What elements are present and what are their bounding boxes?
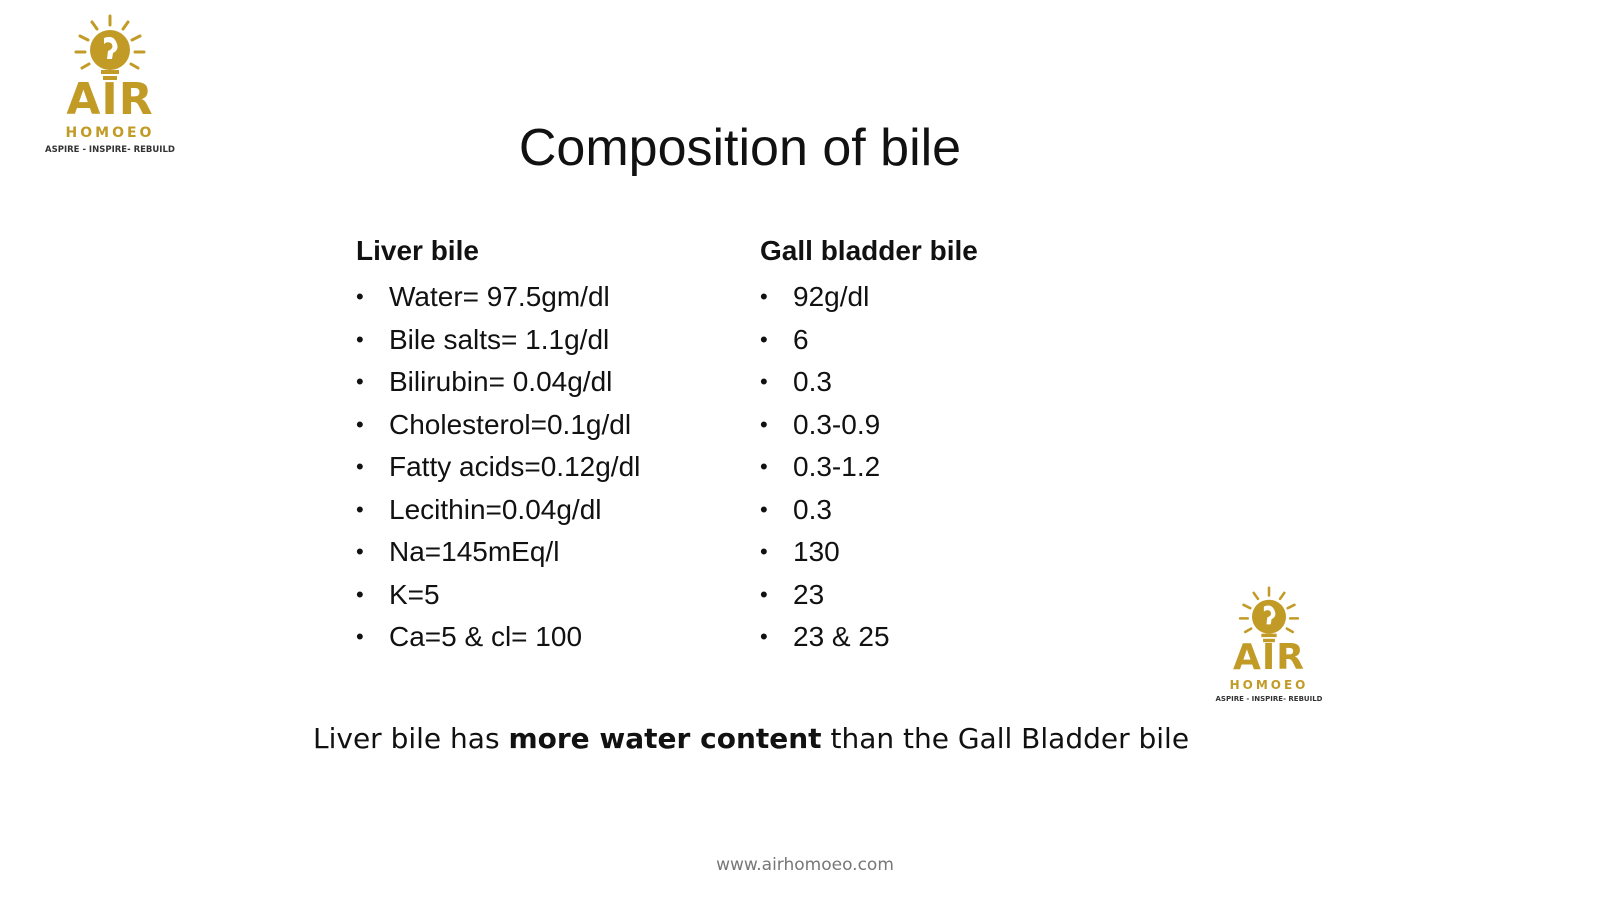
list-item-text: 23: [793, 578, 825, 610]
bullet-icon: •: [760, 411, 768, 437]
list-item-text: Fatty acids=0.12g/dl: [389, 451, 641, 482]
brand-tagline: ASPIRE - INSPIRE- REBUILD: [1215, 695, 1323, 703]
bullet-icon: •: [356, 539, 364, 564]
bullet-icon: •: [760, 326, 768, 352]
list-item: [760, 276, 978, 319]
list-item-text: 0.3: [793, 493, 832, 525]
list-item: [356, 531, 640, 574]
liver-bile-heading: Liver bile: [356, 235, 479, 266]
list-item-text: 92g/dl: [793, 281, 870, 312]
list-item: [356, 574, 640, 617]
list-item-text: Cholesterol=0.1g/dl: [389, 408, 632, 440]
list-item: [356, 446, 640, 489]
bullet-icon: •: [760, 369, 768, 394]
summary-before: Liver bile has: [313, 722, 509, 755]
bullet-icon: •: [760, 581, 768, 607]
list-item: [760, 446, 978, 489]
list-item: [356, 361, 640, 404]
list-item: [356, 276, 640, 319]
list-item-text: 23 & 25: [793, 621, 890, 652]
bullet-icon: •: [356, 496, 364, 522]
list-item-text: 0.3-0.9: [793, 408, 881, 440]
bullet-icon: •: [356, 581, 364, 607]
summary-text: [313, 722, 1189, 755]
list-item: [356, 616, 640, 659]
bullet-icon: •: [356, 454, 364, 479]
summary-emphasis: more water content: [508, 722, 822, 755]
bullet-icon: •: [356, 624, 364, 649]
slide-title: Composition of bile: [518, 119, 962, 177]
bullet-icon: •: [760, 284, 768, 309]
list-item: [760, 489, 978, 532]
brand-logo-bottom: [1210, 586, 1328, 703]
list-item: [356, 319, 640, 362]
list-item: [760, 404, 978, 447]
footer-url: www.airhomoeo.com: [716, 855, 894, 875]
list-item: [760, 361, 978, 404]
brand-name: AIR: [66, 74, 154, 125]
bullet-icon: •: [760, 496, 768, 522]
list-item-text: Na=145mEq/l: [389, 536, 560, 567]
list-item-text: 130: [793, 536, 840, 567]
bullet-icon: •: [356, 369, 364, 394]
liver-bile-column: [356, 234, 640, 659]
bullet-icon: •: [356, 284, 364, 309]
list-item: [356, 404, 640, 447]
lightbulb-head-icon: [1235, 586, 1303, 644]
list-item-text: 6: [793, 323, 809, 355]
lightbulb-head-icon: [70, 14, 150, 82]
list-item-text: Bilirubin= 0.04g/dl: [389, 366, 613, 397]
bullet-icon: •: [760, 624, 768, 649]
brand-subtitle: HOMOEO: [65, 125, 155, 141]
list-item: [760, 319, 978, 362]
brand-name: AIR: [1233, 637, 1305, 678]
gall-bladder-bile-list: [760, 276, 978, 659]
list-item-text: Bile salts= 1.1g/dl: [389, 323, 610, 355]
brand-tagline: ASPIRE - INSPIRE- REBUILD: [45, 145, 175, 155]
list-item: [760, 531, 978, 574]
bullet-icon: •: [356, 326, 364, 352]
bullet-icon: •: [760, 454, 768, 479]
list-item: [760, 616, 978, 659]
bullet-icon: •: [760, 539, 768, 564]
brand-subtitle: HOMOEO: [1229, 678, 1309, 692]
gall-bladder-bile-column: [760, 234, 978, 659]
liver-bile-list: [356, 276, 640, 659]
summary-after: than the Gall Bladder bile: [821, 722, 1190, 755]
list-item-text: Lecithin=0.04g/dl: [389, 493, 602, 525]
list-item-text: 0.3: [793, 366, 832, 397]
list-item-text: Water= 97.5gm/dl: [389, 281, 610, 312]
gall-bladder-bile-heading: Gall bladder bile: [760, 235, 978, 266]
list-item-text: 0.3-1.2: [793, 451, 881, 482]
list-item-text: K=5: [389, 578, 440, 610]
list-item: [760, 574, 978, 617]
bullet-icon: •: [356, 411, 364, 437]
list-item-text: Ca=5 & cl= 100: [389, 621, 583, 652]
list-item: [356, 489, 640, 532]
